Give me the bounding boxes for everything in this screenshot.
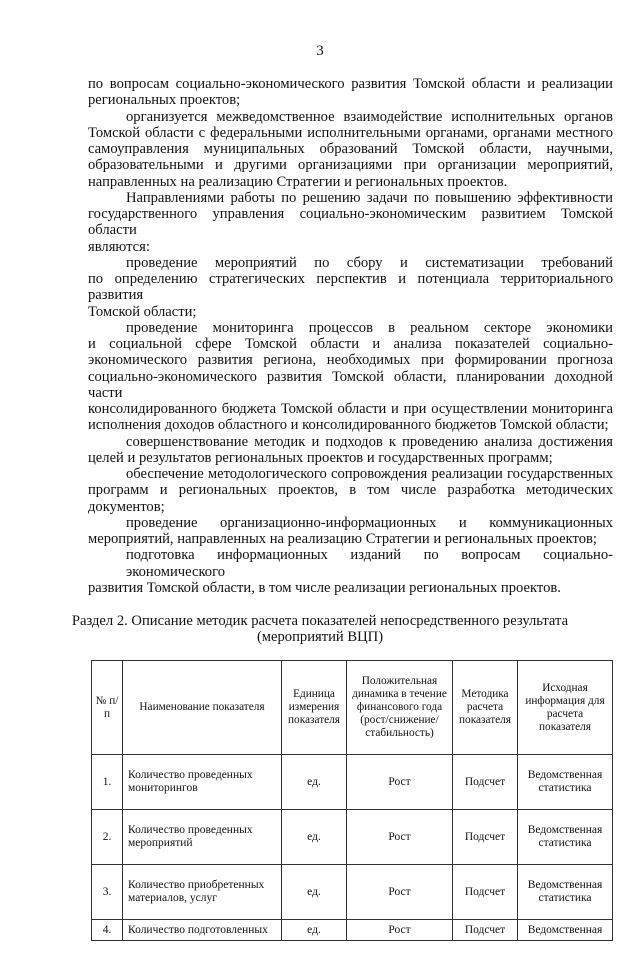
table-cell: Ведомственная статистика <box>518 865 613 920</box>
header-cell: № п/п <box>92 661 123 755</box>
table-cell: Количество проведенных мониторингов <box>123 755 282 810</box>
table-cell: Рост <box>347 865 453 920</box>
table-header-row <box>92 661 613 755</box>
table-row <box>92 755 613 810</box>
table-cell: ед. <box>282 755 347 810</box>
text-line: Томской области; <box>88 303 197 320</box>
table-cell: 1. <box>92 755 123 810</box>
text-line: целей и результатов региональных проектов и государственных программ; <box>88 449 553 466</box>
text-line: Томской области с федеральными исполнительными органами, органами местного <box>88 124 613 141</box>
text-line: проведение мероприятий по сбору и систематизации требований <box>126 254 613 271</box>
text-line: по вопросам социально-экономического развития Томской области и реализации <box>88 76 613 92</box>
text-line: программ и региональных проектов, в том числе разработка методических <box>88 482 613 499</box>
table-cell: Рост <box>347 920 453 941</box>
text-line: мероприятий, направленных на реализацию Стратегии и региональных проектов; <box>88 531 597 547</box>
text-line: самоуправления муниципальных образований Томской области, научными, <box>88 141 613 157</box>
table-row <box>92 810 613 865</box>
text-line: направленных на реализацию Стратегии и региональных проектов. <box>88 173 508 190</box>
table-cell: Подсчет <box>453 865 518 920</box>
table-cell: 4. <box>92 920 123 941</box>
table-cell: Подсчет <box>453 810 518 865</box>
text-line: Направлениями работы по решению задачи по повышению эффективности <box>126 189 613 206</box>
text-line: подготовка информационных изданий по вопросам социально-экономического <box>126 547 613 580</box>
body-text <box>88 76 613 596</box>
text-line: проведение мониторинга процессов в реальном секторе экономики <box>126 319 613 336</box>
table-cell: Подсчет <box>453 920 518 941</box>
table-cell: Ведомственная <box>518 920 613 941</box>
section-heading-line: Раздел 2. Описание методик расчета показателей непосредственного результата <box>71 613 569 629</box>
section-heading <box>50 613 590 645</box>
header-cell: Исходная информация для расчета показателя <box>518 661 613 755</box>
text-line: исполнения доходов областного и консолидированного бюджетов Томской области; <box>88 417 609 434</box>
table-cell: Рост <box>347 810 453 865</box>
table-cell: Рост <box>347 755 453 810</box>
text-line: социально-экономического развития Томской области, планировании доходной части <box>88 368 613 401</box>
table-cell: Подсчет <box>453 755 518 810</box>
table-cell: Ведомственная статистика <box>518 810 613 865</box>
text-line: организуется межведомственное взаимодействие исполнительных органов <box>126 108 613 125</box>
table-cell: 3. <box>92 865 123 920</box>
text-line: документов; <box>88 498 165 515</box>
text-line: обеспечение методологического сопровождения реализации государственных <box>126 466 613 482</box>
section-heading-line: (мероприятий ВЦП) <box>256 629 384 645</box>
indicators-table <box>91 660 613 941</box>
text-line: развития Томской области, в том числе реализации региональных проектов. <box>88 579 561 596</box>
text-line: совершенствование методик и подходов к проведению анализа достижения <box>126 433 613 450</box>
page-number: 3 <box>316 43 324 59</box>
table-cell: ед. <box>282 865 347 920</box>
text-line: и социальной сфере Томской области и анализа показателей социально- <box>88 336 613 352</box>
header-cell: Положительная динамика в течение финансового года (рост/снижение/ стабильность) <box>347 661 453 755</box>
table-cell: 2. <box>92 810 123 865</box>
text-line: по определению стратегических перспектив и потенциала территориального развития <box>88 271 613 304</box>
text-line: региональных проектов; <box>88 92 241 109</box>
text-line: являются: <box>88 238 150 255</box>
table-cell: Количество приобретенных материалов, услуг <box>123 865 282 920</box>
table-row <box>92 920 613 941</box>
text-line: государственного управления социально-экономическим развитием Томской области <box>88 206 613 239</box>
header-cell: Наименование показателя <box>123 661 282 755</box>
table-cell: Количество проведенных мероприятий <box>123 810 282 865</box>
table-cell: ед. <box>282 810 347 865</box>
header-cell: Единица измерения показателя <box>282 661 347 755</box>
table-cell: Ведомственная статистика <box>518 755 613 810</box>
text-line: проведение организационно-информационных и коммуникационных <box>126 514 613 531</box>
table-row <box>92 865 613 920</box>
text-line: экономического развития региона, необходимых при формировании прогноза <box>88 352 613 369</box>
table-cell: ед. <box>282 920 347 941</box>
table-cell: Количество подготовленных <box>123 920 282 941</box>
header-cell: Методика расчета показателя <box>453 661 518 755</box>
text-line: образовательными и другими организациями при организации мероприятий, <box>88 157 613 174</box>
text-line: консолидированного бюджета Томской области и при осуществлении мониторинга <box>88 401 613 417</box>
